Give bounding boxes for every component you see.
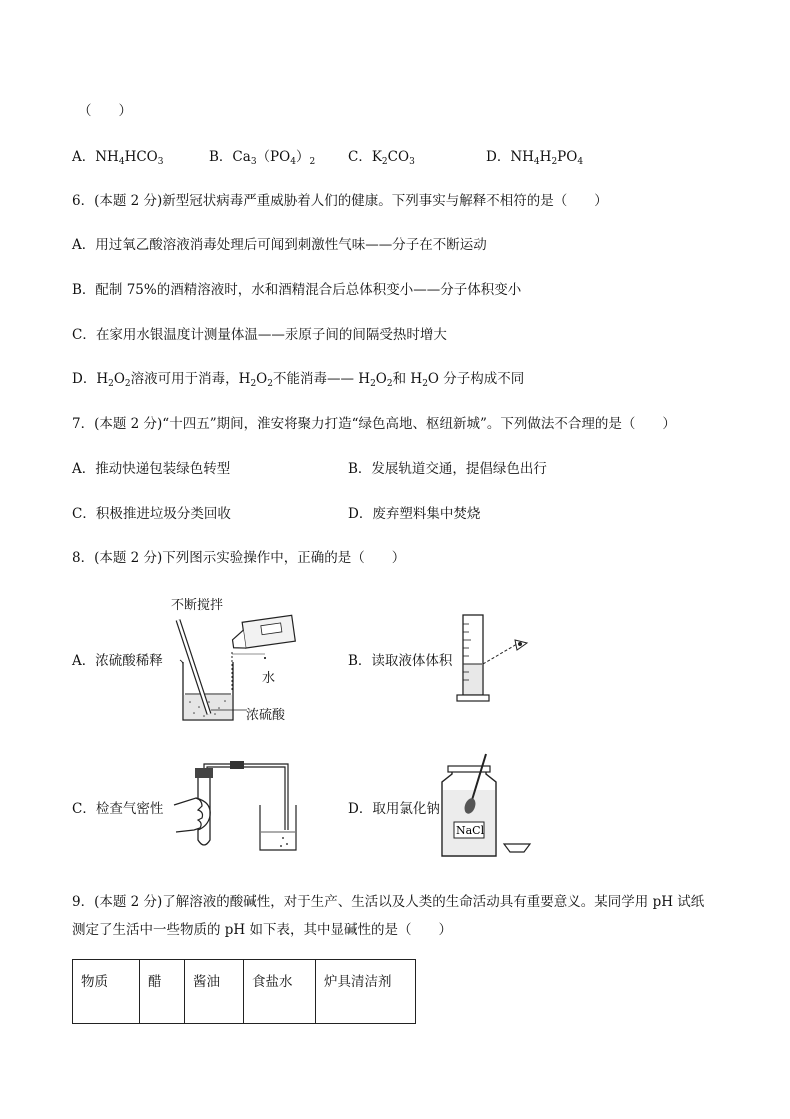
q6-option-d[interactable]: D．$H_2O_2$溶液可用于消毒，$H_2O_2$不能消毒—— $H_2O_2$和 $H_2O$ 分子构成不同 (72, 371, 525, 389)
q7-stem: 7．(本题 2 分)“十四五”期间，淮安将聚力打造“绿色高地、枢纽新城”。下列做法不合理的是（ ） (72, 416, 676, 432)
q5-option-b[interactable]: B．$Ca_3(PO_4)_2$ (209, 149, 316, 167)
nacl-bottle-figure (436, 752, 536, 862)
q6-option-b[interactable]: B．配制 75%的酒精溶液时，水和酒精混合后总体积变小——分子体积变小 (72, 282, 522, 298)
q5-option-a[interactable]: A．$NH_4HCO_3$ (72, 149, 164, 167)
q8-option-a[interactable]: A．浓硫酸稀释 (72, 653, 163, 669)
q7-option-c[interactable]: C．积极推进垃圾分类回收 (72, 506, 231, 522)
table-row (73, 960, 416, 1024)
q9-stem-line1: 9．(本题 2 分)了解溶液的酸碱性，对于生产、生活以及人类的生命活动具有重要意义。某同学用 pH 试纸 (72, 894, 705, 910)
q7-option-b[interactable]: B．发展轨道交通，提倡绿色出行 (348, 461, 547, 477)
q8-option-d[interactable]: D．取用氯化钠 (348, 801, 440, 817)
q8-option-c[interactable]: C．检查气密性 (72, 801, 164, 817)
table-cell-soy-sauce: 酱油 (185, 960, 244, 1024)
q5-option-d[interactable]: D．$NH_4H_2PO_4$ (486, 149, 584, 167)
q5-option-c[interactable]: C．$K_2CO_3$ (348, 149, 415, 167)
q6-stem: 6．(本题 2 分)新型冠状病毒严重威胁着人们的健康。下列事实与解释不相符的是（ ） (72, 193, 608, 209)
table-cell-cleaner: 炉具清洁剂 (316, 960, 416, 1024)
q9-stem-line2: 测定了生活中一些物质的 pH 如下表，其中显碱性的是（ ） (72, 922, 452, 938)
table-cell-header-substance: 物质 (73, 960, 140, 1024)
q8-option-b[interactable]: B．读取液体体积 (348, 653, 453, 669)
nacl-label: NaCl (456, 824, 485, 837)
fig-a-water-label: 水 (262, 671, 276, 686)
table-cell-vinegar: 醋 (140, 960, 185, 1024)
q7-option-a[interactable]: A．推动快递包装绿色转型 (72, 461, 231, 477)
fig-a-stir-label: 不断搅拌 (171, 598, 224, 613)
fig-a-acid-label: 浓硫酸 (246, 708, 286, 723)
q6-option-c[interactable]: C．在家用水银温度计测量体温——汞原子间的间隔受热时增大 (72, 327, 447, 343)
q8-stem: 8．(本题 2 分)下列图示实验操作中，正确的是（ ） (72, 550, 406, 566)
airtightness-figure (168, 760, 308, 855)
q7-option-d[interactable]: D．废弃塑料集中焚烧 (348, 506, 481, 522)
q5-paren: （ ） (78, 103, 132, 119)
table-cell-saline: 食盐水 (244, 960, 316, 1024)
cylinder-reading-figure (455, 612, 535, 704)
q6-option-a[interactable]: A．用过氧乙酸溶液消毒处理后可闻到刺激性气味——分子在不断运动 (72, 237, 487, 253)
ph-table (72, 959, 416, 1024)
dilution-figure (175, 612, 315, 727)
